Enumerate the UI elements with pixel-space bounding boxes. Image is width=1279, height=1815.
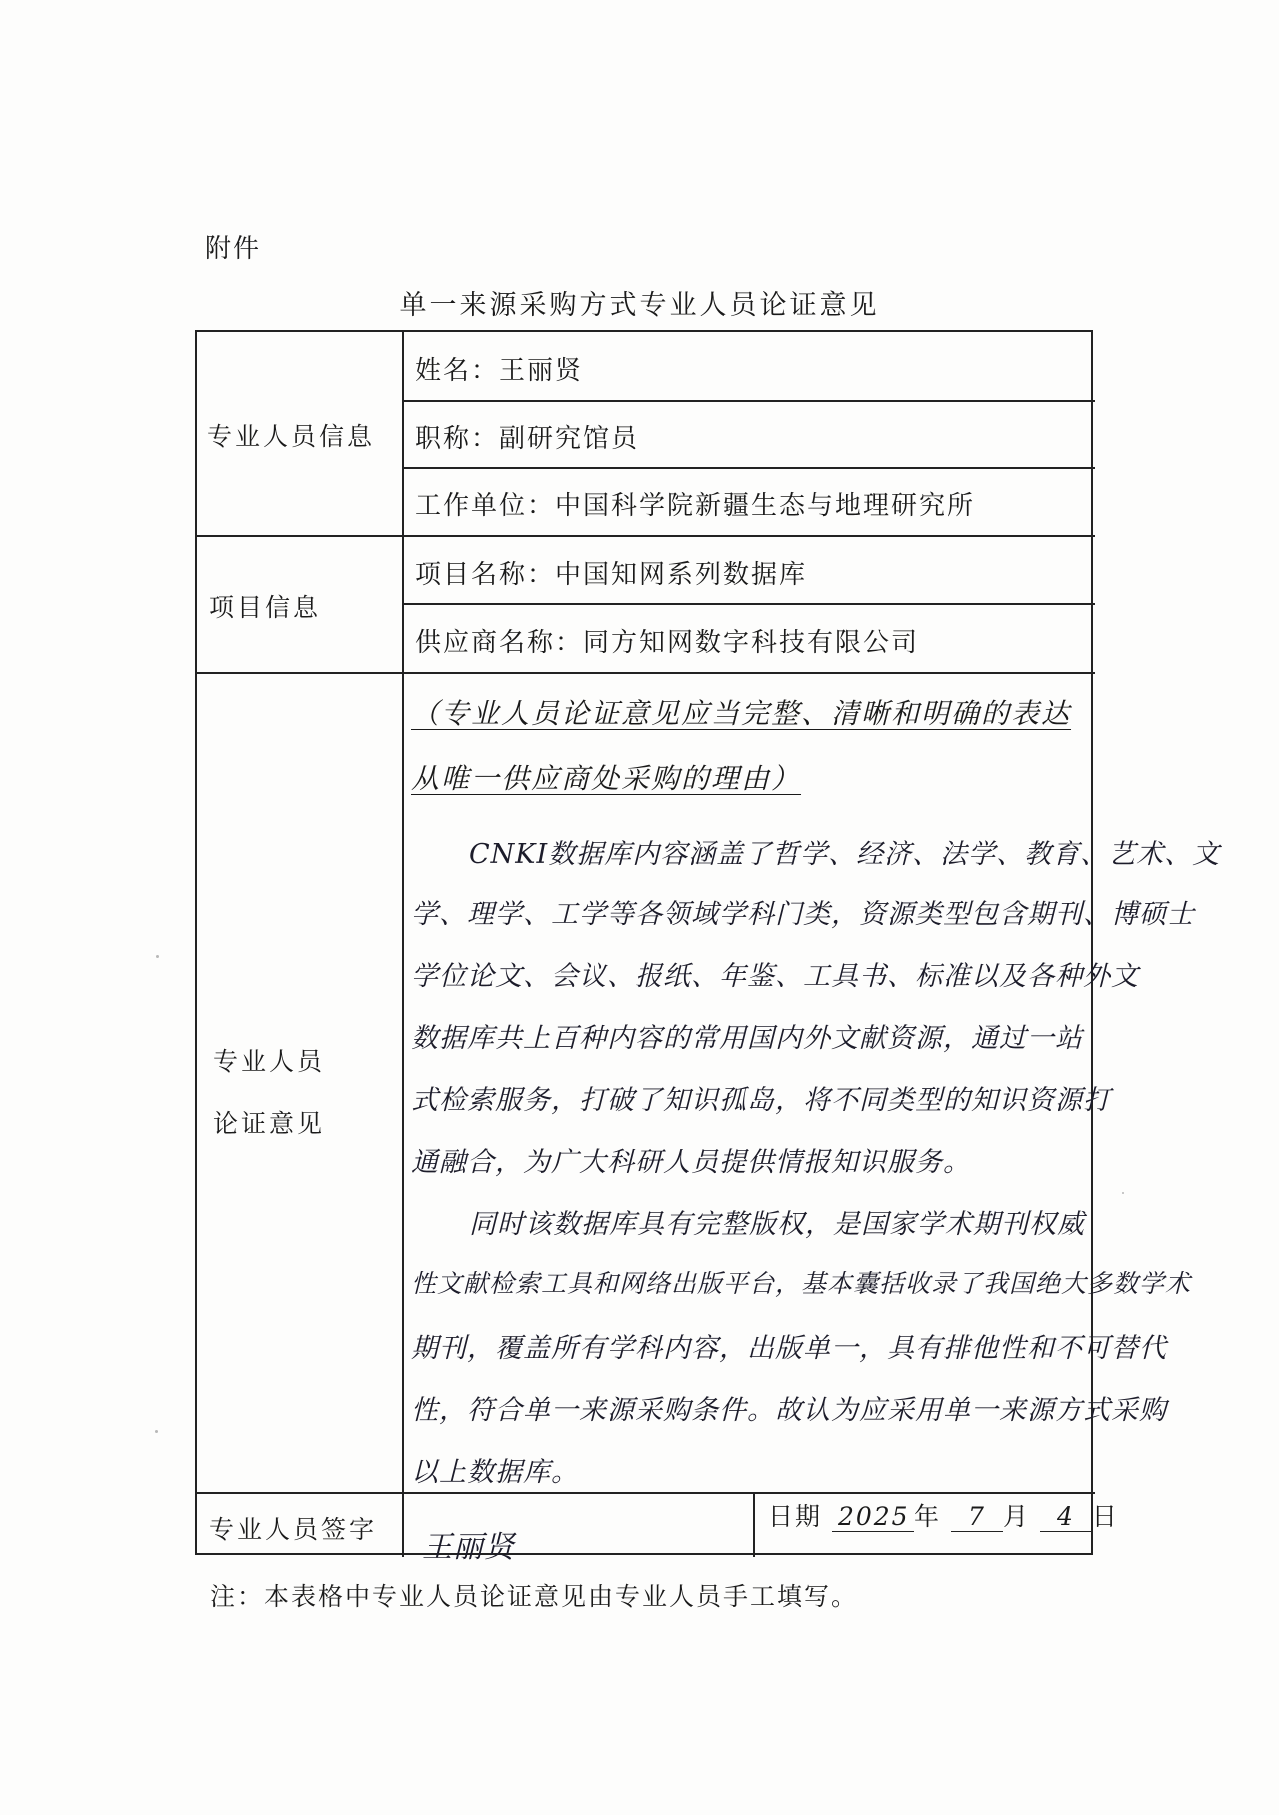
row-divider	[402, 603, 1095, 605]
column-divider	[402, 332, 404, 1493]
scan-speck	[1122, 1192, 1124, 1194]
handwritten-opinion-line: 同时该数据库具有完整版权，是国家学术期刊权威	[469, 1209, 1085, 1240]
column-divider	[753, 1492, 755, 1557]
date-day: 4	[1040, 1502, 1092, 1532]
opinion-label-line1: 专业人员	[213, 1047, 326, 1076]
supplier-name: 供应商名称：同方知网数字科技有限公司	[415, 628, 920, 658]
handwritten-opinion-line: 性，符合单一来源采购条件。故认为应采用单一来源方式采购	[411, 1395, 1167, 1426]
signature-date	[768, 1497, 1119, 1533]
date-year: 2025	[832, 1502, 914, 1532]
project-info-label: 项目信息	[209, 593, 322, 622]
expert-name: 姓名：王丽贤	[415, 356, 584, 386]
opinion-label-line2: 论证意见	[213, 1109, 326, 1138]
handwritten-opinion-line: CNKI数据库内容涵盖了哲学、经济、法学、教育、艺术、文	[469, 839, 1221, 870]
scan-speck	[155, 1430, 158, 1433]
date-year-unit: 年	[913, 1502, 941, 1531]
date-month-unit: 月	[1002, 1502, 1030, 1531]
handwritten-opinion-line: 式检索服务，打破了知识孤岛，将不同类型的知识资源打	[411, 1085, 1111, 1116]
row-divider	[402, 467, 1095, 469]
section-divider	[197, 1492, 1095, 1494]
handwritten-opinion-line: 学位论文、会议、报纸、年鉴、工具书、标准以及各种外文	[411, 961, 1139, 992]
opinion-form-table	[195, 330, 1221, 1565]
expert-employer: 工作单位：中国科学院新疆生态与地理研究所	[415, 491, 976, 521]
project-name: 项目名称：中国知网系列数据库	[415, 560, 808, 590]
section-divider	[197, 535, 1095, 537]
attachment-label: 附件	[205, 234, 262, 264]
handwritten-opinion-line: 期刊，覆盖所有学科内容，出版单一，具有排他性和不可替代	[411, 1333, 1167, 1364]
date-month: 7	[951, 1502, 1003, 1532]
scan-speck	[156, 955, 159, 958]
row-divider	[402, 400, 1095, 402]
signature-label: 专业人员签字	[209, 1515, 378, 1544]
footer-note: 注：本表格中专业人员论证意见由专业人员手工填写。	[210, 1582, 859, 1611]
handwritten-opinion-line: 通融合，为广大科研人员提供情报知识服务。	[411, 1147, 971, 1178]
handwritten-signature: 王丽贤	[422, 1530, 515, 1565]
column-divider	[402, 1492, 404, 1557]
handwritten-opinion-line: 学、理学、工学等各领域学科门类，资源类型包含期刊、博硕士	[411, 899, 1195, 930]
expert-info-label: 专业人员信息	[207, 422, 376, 451]
handwritten-opinion-line: 性文献检索工具和网络出版平台，基本囊括收录了我国绝大多数学术	[411, 1269, 1192, 1298]
date-day-unit: 日	[1091, 1502, 1119, 1531]
date-label: 日期	[768, 1502, 823, 1531]
expert-title: 职称：副研究馆员	[415, 424, 640, 454]
section-divider	[197, 672, 1095, 674]
document-title: 单一来源采购方式专业人员论证意见	[399, 290, 880, 321]
opinion-hint-line2: 从唯一供应商处采购的理由）	[411, 762, 802, 795]
handwritten-opinion-line: 数据库共上百种内容的常用国内外文献资源，通过一站	[411, 1023, 1083, 1054]
handwritten-opinion-line: 以上数据库。	[411, 1457, 579, 1488]
opinion-hint-line1: （专业人员论证意见应当完整、清晰和明确的表达	[411, 697, 1072, 730]
